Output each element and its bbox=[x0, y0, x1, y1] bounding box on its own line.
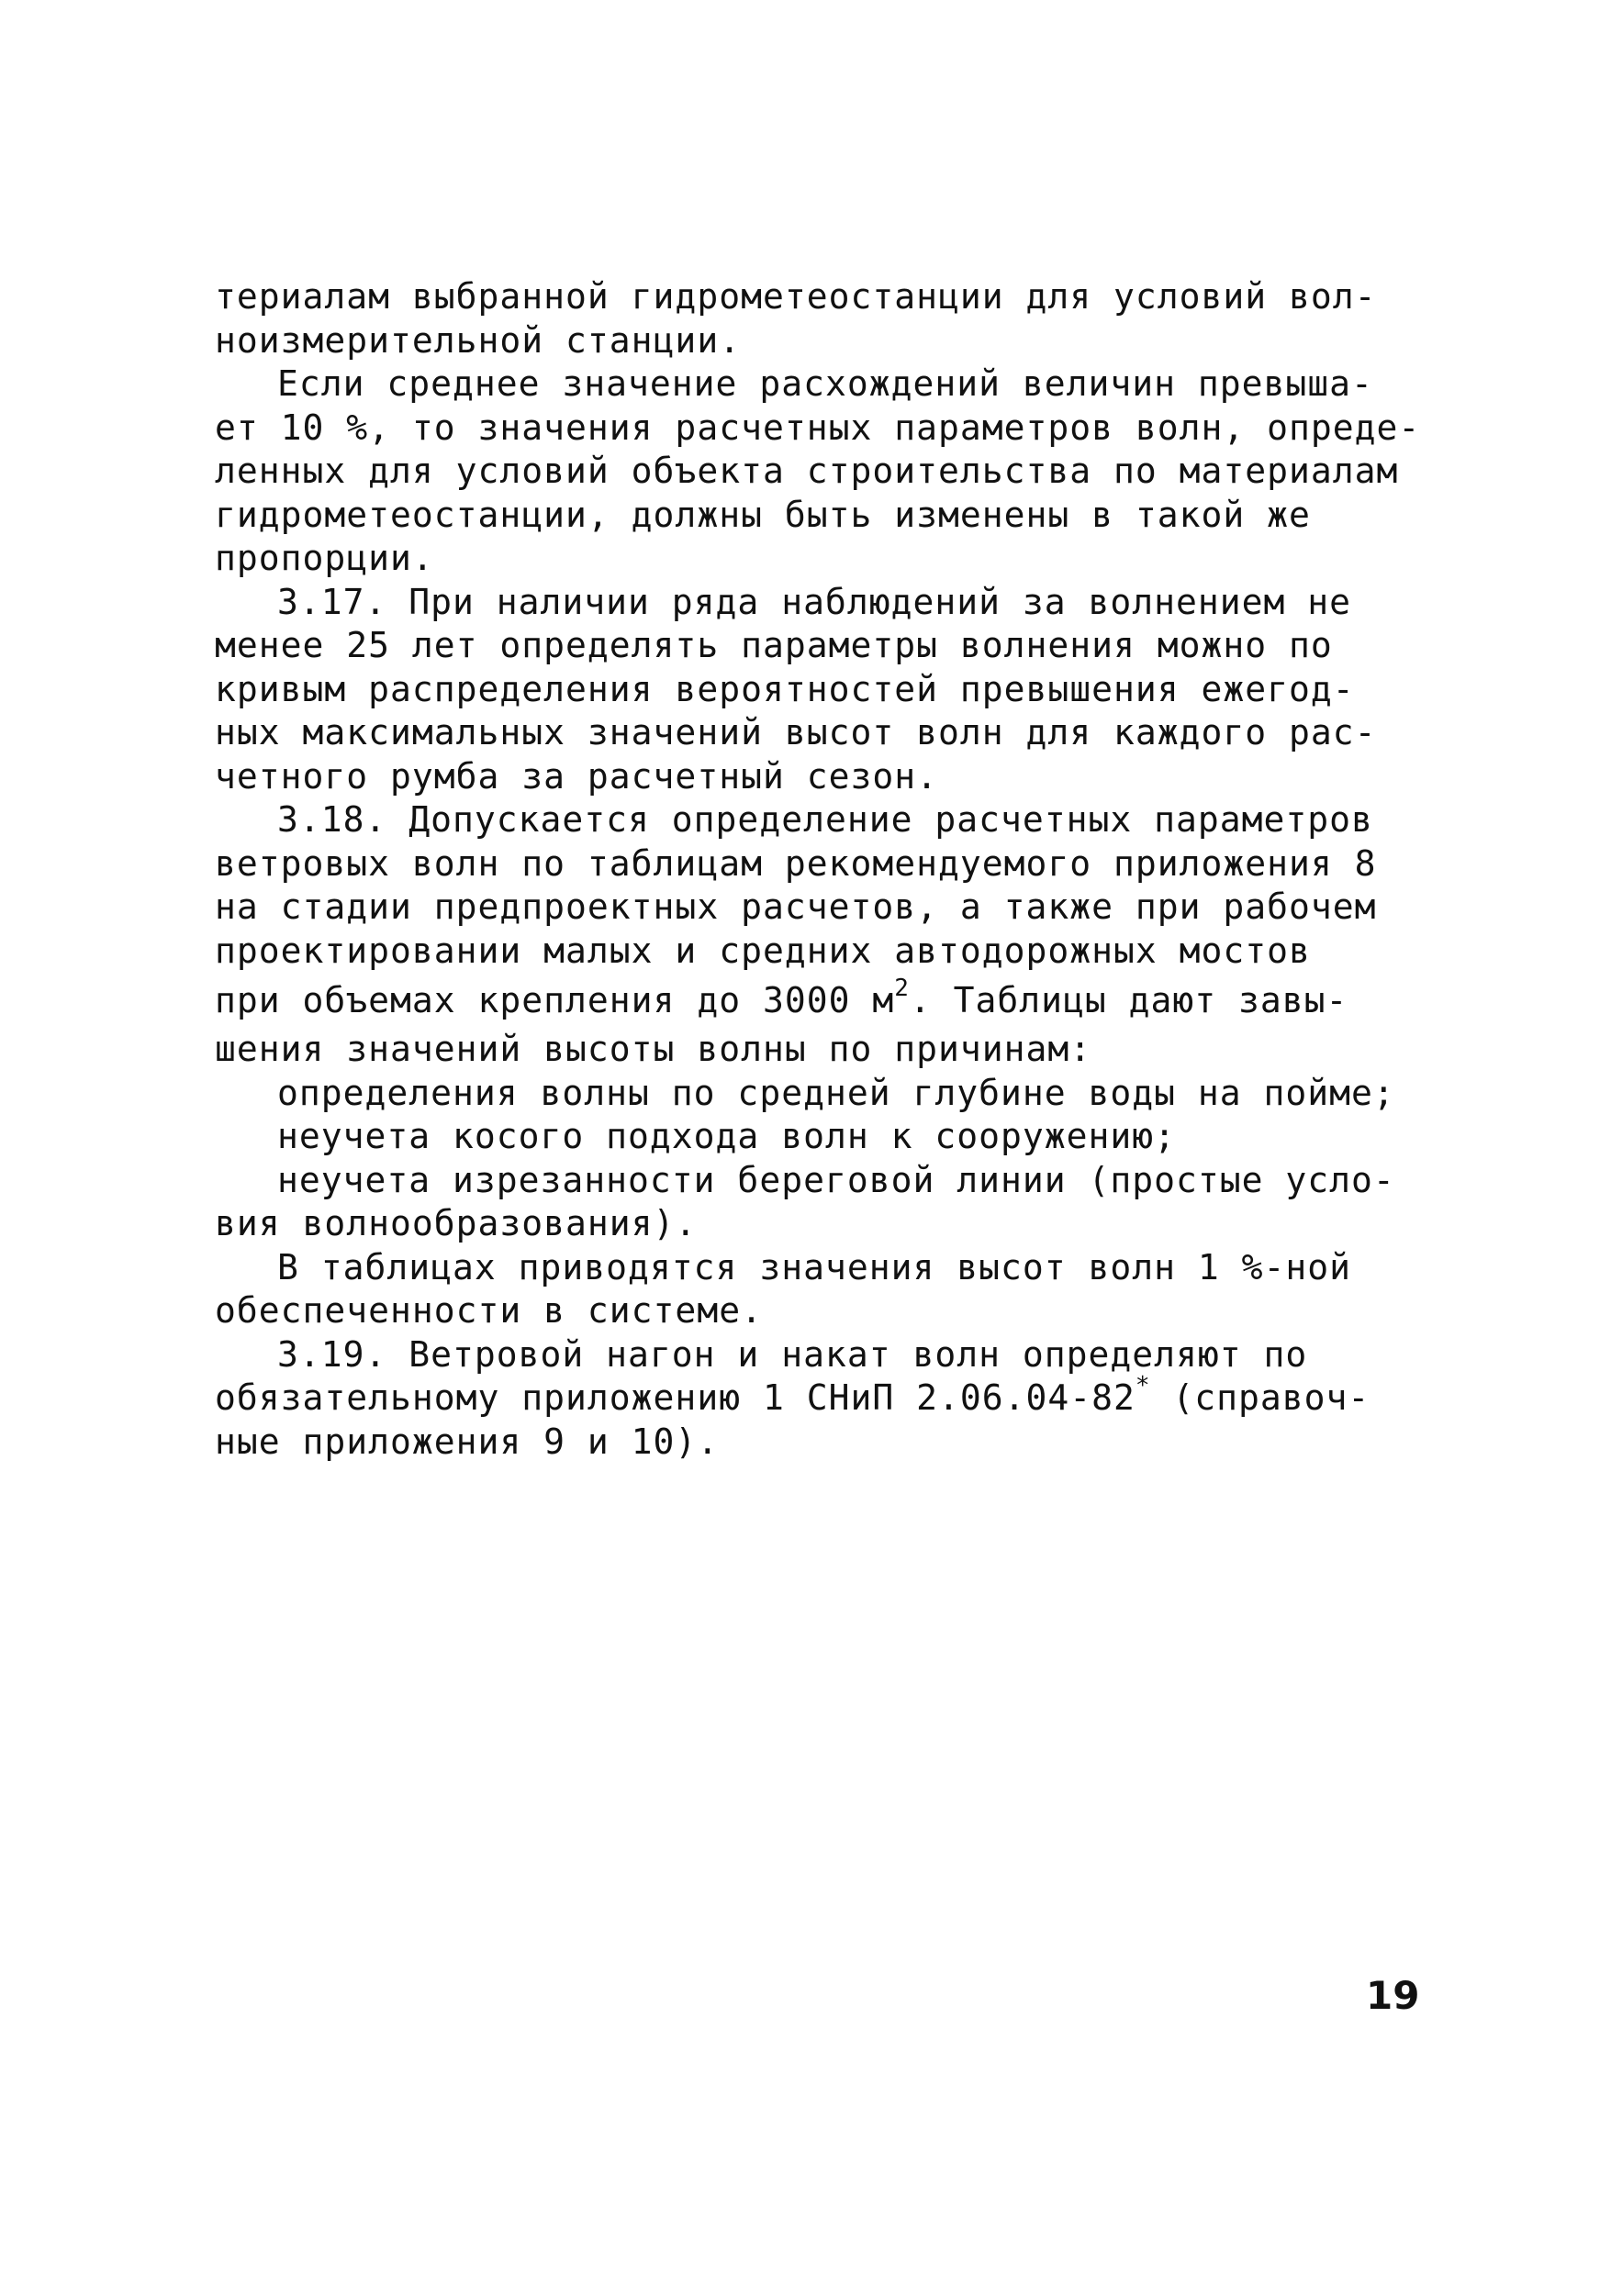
deviation-paragraph bbox=[215, 362, 1436, 581]
text-line: ет 10 %, то значения расчетных параметров волн, опреде- bbox=[215, 407, 1421, 448]
text-line-with-superscript bbox=[215, 973, 1436, 1028]
text-line: кривым распределения вероятностей превышения ежегод- bbox=[215, 668, 1355, 709]
text-line: ветровых волн по таблицам рекомендуемого приложения 8 bbox=[215, 842, 1377, 884]
list-item: определения волны по средней глубине воды на пойме; bbox=[277, 1072, 1395, 1113]
text-line: пропорции. bbox=[215, 538, 434, 578]
page-body bbox=[215, 275, 1436, 1464]
text-line: обеспеченности в системе. bbox=[215, 1290, 763, 1331]
text-line: вия волнообразования). bbox=[215, 1203, 698, 1243]
text-line: ленных для условий объекта строительства по материалам bbox=[215, 451, 1399, 491]
list-item: неучета косого подхода волн к сооружению; bbox=[277, 1116, 1176, 1156]
text-line-with-superscript bbox=[215, 1372, 1436, 1421]
text-line: гидрометеостанции, должны быть изменены в такой же bbox=[215, 494, 1311, 535]
reasons-list bbox=[215, 1072, 1436, 1246]
text-line: 3.17. При наличии ряда наблюдений за волнением не bbox=[277, 581, 1352, 622]
clause-3-17 bbox=[215, 581, 1436, 799]
text-line: шения значений высоты волны по причинам: bbox=[215, 1029, 1092, 1069]
tables-note bbox=[215, 1246, 1436, 1333]
text-line: териалам выбранной гидрометеостанции для условий вол- bbox=[215, 276, 1377, 317]
superscript: * bbox=[1135, 1372, 1151, 1399]
text-line: ноизмерительной станции. bbox=[215, 319, 742, 361]
text-line: В таблицах приводятся значения высот волн 1 %-ной bbox=[277, 1246, 1352, 1287]
page-number: 19 bbox=[1366, 1973, 1420, 2018]
text-fragment: (справоч- bbox=[1150, 1377, 1370, 1418]
list-item: неучета изрезанности береговой линии (простые усло- bbox=[277, 1159, 1395, 1200]
continuation-paragraph bbox=[215, 275, 1436, 362]
text-fragment: при объемах крепления до 3000 м bbox=[215, 980, 895, 1020]
text-line: Если среднее значение расхождений величин превыша- bbox=[277, 363, 1373, 404]
text-line: ные приложения 9 и 10). bbox=[215, 1421, 720, 1462]
text-fragment: обязательному приложению 1 СНиП 2.06.04-82 bbox=[215, 1377, 1136, 1418]
text-line: проектировании малых и средних автодорожных мостов bbox=[215, 930, 1311, 971]
text-line: ных максимальных значений высот волн для каждого рас- bbox=[215, 712, 1377, 752]
text-line: четного румба за расчетный сезон. bbox=[215, 755, 938, 797]
text-line: 3.19. Ветровой нагон и накат волн определяют по bbox=[277, 1333, 1308, 1375]
clause-3-18 bbox=[215, 798, 1436, 1072]
text-line: на стадии предпроектных расчетов, а также при рабочем bbox=[215, 886, 1377, 927]
text-line: менее 25 лет определять параметры волнения можно по bbox=[215, 625, 1333, 665]
text-fragment: . Таблицы дают завы- bbox=[909, 980, 1348, 1020]
superscript: 2 bbox=[894, 975, 910, 1002]
clause-3-19 bbox=[215, 1333, 1436, 1465]
text-line: 3.18. Допускается определение расчетных параметров bbox=[277, 799, 1373, 840]
